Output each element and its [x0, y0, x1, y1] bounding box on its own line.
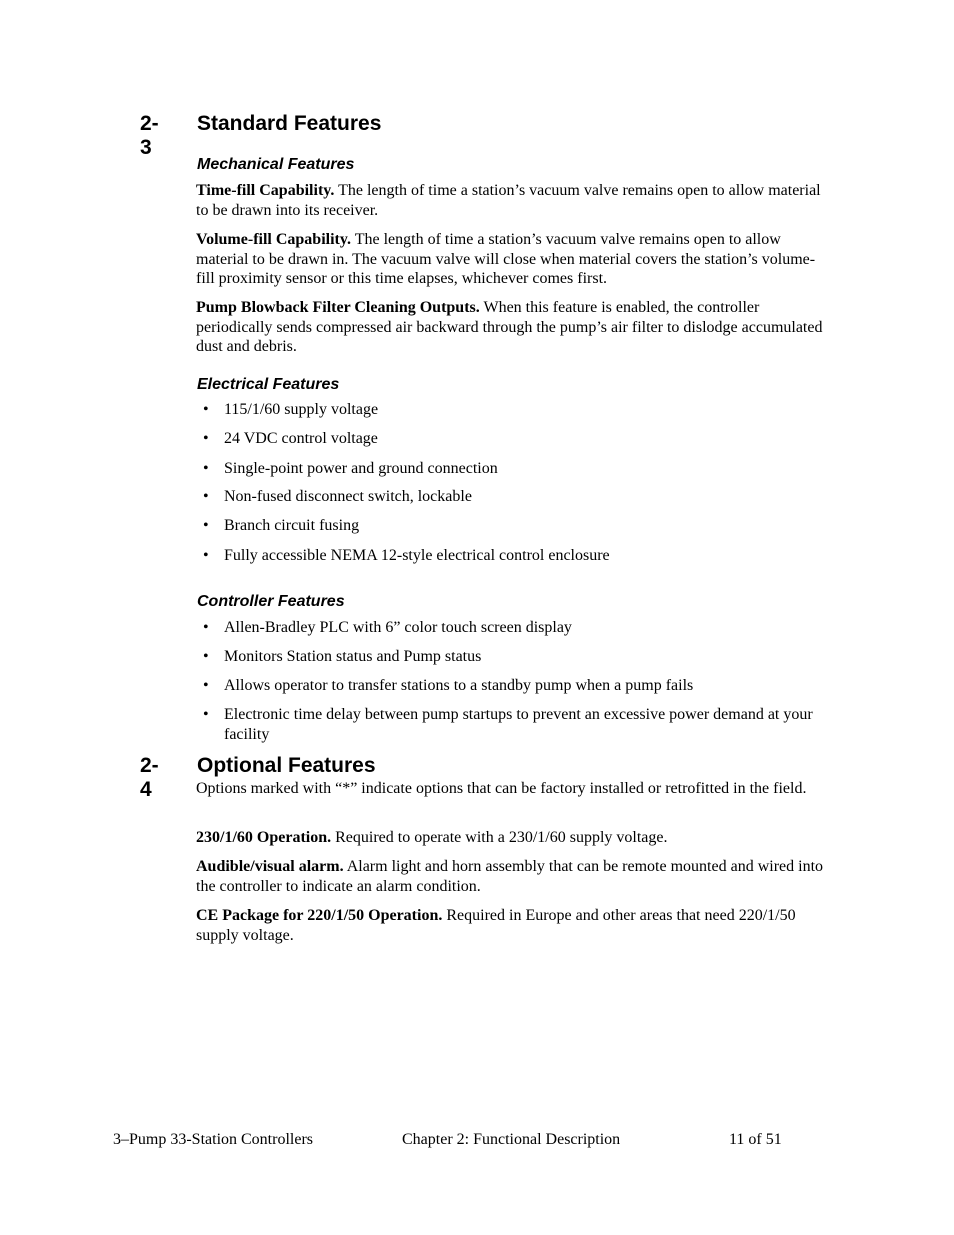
optional-intro: Options marked with “*” indicate options that can be factory installed or retrofitted in the field.: [196, 780, 807, 797]
bullet-icon: •: [203, 706, 209, 723]
optional-item-230v: [196, 828, 826, 848]
bullet-icon: •: [203, 430, 209, 447]
item-text: The length of time a station’s vacuum valve remains open to allow material to be drawn in. The vacuum valve will close when material covers the station’s volume-fill proximity sensor or this time elapses, whichever comes first.: [196, 231, 816, 287]
list-item-text: Monitors Station status and Pump status: [224, 648, 482, 665]
list-item-text: Non-fused disconnect switch, lockable: [224, 488, 472, 505]
item-text: The length of time a station’s vacuum valve remains open to allow material to be drawn into its receiver.: [196, 182, 821, 219]
item-lead: Audible/visual alarm.: [196, 858, 344, 875]
optional-item-alarm: [196, 857, 826, 896]
bullet-icon: •: [203, 401, 209, 418]
section-title: Standard Features: [197, 112, 382, 135]
bullet-icon: •: [203, 648, 209, 665]
item-lead: CE Package for 220/1/50 Operation.: [196, 907, 443, 924]
list-item-text: Fully accessible NEMA 12-style electrical control enclosure: [224, 547, 610, 564]
mechanical-item-time-fill: [196, 181, 826, 220]
footer-chapter: Chapter 2: Functional Description: [402, 1131, 621, 1148]
item-text: Required in Europe and other areas that need 220/1/50 supply voltage.: [196, 907, 796, 944]
item-lead: 230/1/60 Operation.: [196, 829, 332, 846]
item-text: Required to operate with a 230/1/60 supply voltage.: [331, 829, 668, 846]
bullet-icon: •: [203, 619, 209, 636]
electrical-features-heading: Electrical Features: [197, 376, 340, 393]
bullet-icon: •: [203, 488, 209, 505]
mechanical-item-blowback: [196, 298, 826, 357]
controller-features-heading: Controller Features: [197, 593, 345, 610]
item-lead: Pump Blowback Filter Cleaning Outputs.: [196, 299, 480, 316]
list-item-text: 115/1/60 supply voltage: [224, 401, 379, 418]
list-item-text: Electronic time delay between pump startups to prevent an excessive power demand at your facility: [224, 706, 813, 743]
list-item-text: Allen-Bradley PLC with 6” color touch screen display: [224, 619, 572, 636]
item-lead: Time-fill Capability.: [196, 182, 335, 199]
footer-page-number: 11 of 51: [729, 1131, 782, 1148]
bullet-icon: •: [203, 517, 209, 534]
optional-item-ce-package: [196, 906, 826, 945]
item-text: When this feature is enabled, the controller periodically sends compressed air backward through the pump’s air filter to dislodge accumulated dust and debris.: [196, 299, 823, 355]
bullet-icon: •: [203, 677, 209, 694]
list-item-text: 24 VDC control voltage: [224, 430, 378, 447]
list-item-text: Branch circuit fusing: [224, 517, 360, 534]
mechanical-item-volume-fill: [196, 230, 826, 289]
item-lead: Volume-fill Capability.: [196, 231, 351, 248]
mechanical-features-heading: Mechanical Features: [197, 156, 355, 173]
list-item-text: Allows operator to transfer stations to a standby pump when a pump fails: [224, 677, 694, 694]
section-number: 2-3: [140, 112, 159, 159]
section-title: Optional Features: [197, 754, 376, 777]
item-text: Alarm light and horn assembly that can be remote mounted and wired into the controller to indicate an alarm condition.: [196, 858, 824, 895]
bullet-icon: •: [203, 547, 209, 564]
bullet-icon: •: [203, 460, 209, 477]
list-item-text: Single-point power and ground connection: [224, 460, 498, 477]
section-number: 2-4: [140, 754, 159, 801]
footer-document-title: 3–Pump 33-Station Controllers: [113, 1131, 313, 1148]
